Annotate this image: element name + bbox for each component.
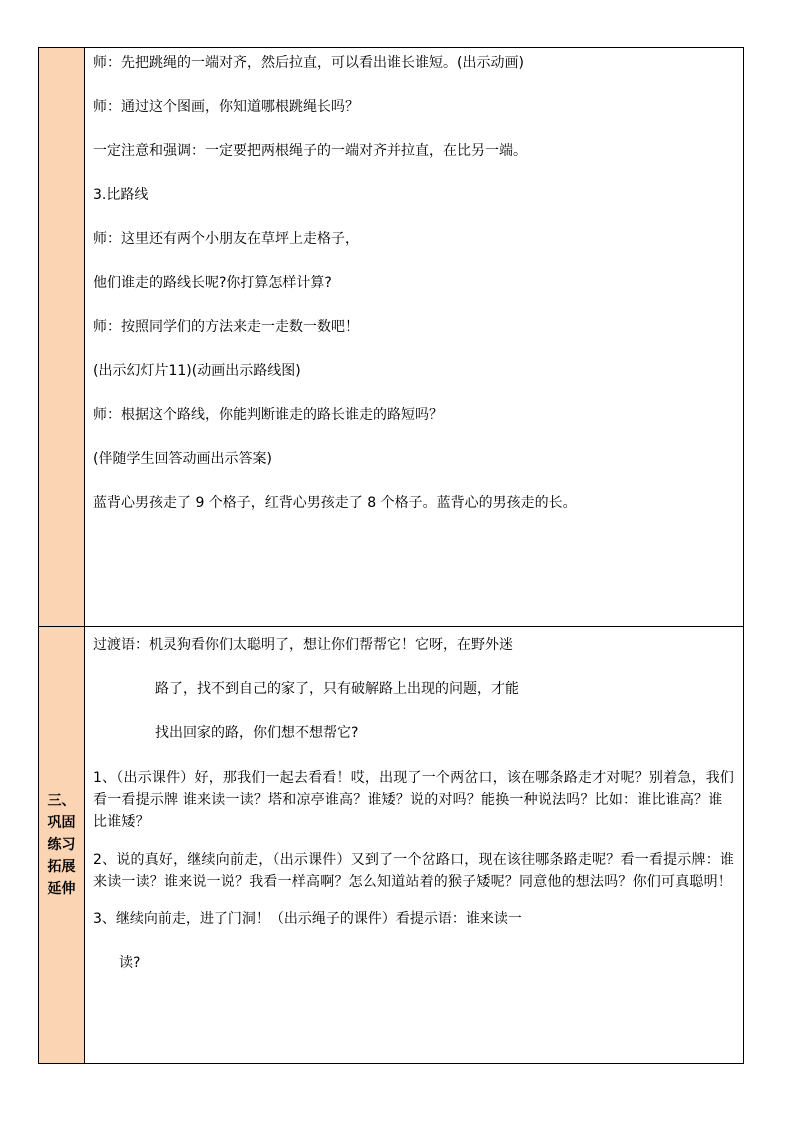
paragraph: 师：通过这个图画，你知道哪根跳绳长吗？ <box>93 99 359 115</box>
paragraph: 一定注意和强调：一定要把两根绳子的一端对齐并拉直，在比另一端。 <box>93 143 527 159</box>
paragraph: 路了，找不到自己的家了，只有破解路上出现的问题，才能 <box>155 681 519 697</box>
lesson-plan-table <box>38 47 744 1064</box>
section-label-cell <box>39 627 85 1064</box>
lesson-plan-sheet <box>38 47 744 1066</box>
section-label-line: 拓展 <box>47 859 76 875</box>
section-label-line: 延伸 <box>47 881 76 897</box>
table-row <box>39 48 744 627</box>
paragraph: 找出回家的路，你们想不想帮它? <box>155 725 359 741</box>
section1-content-cell <box>85 48 744 627</box>
section-label-line: 巩固 <box>47 815 76 831</box>
paragraph: 师：先把跳绳的一端对齐，然后拉直，可以看出谁长谁短。(出示动画) <box>93 55 524 71</box>
paragraph: 过渡语：机灵狗看你们太聪明了，想让你们帮帮它！它呀，在野外迷 <box>93 637 513 653</box>
paragraph: 师：按照同学们的方法来走一走数一数吧！ <box>93 319 359 335</box>
paragraph: 师：这里还有两个小朋友在草坪上走格子， <box>93 231 359 247</box>
section-label-cell-empty <box>39 48 85 627</box>
paragraph: 蓝背心男孩走了 9 个格子，红背心男孩走了 8 个格子。蓝背心的男孩走的长。 <box>93 495 577 511</box>
paragraph: 2、说的真好，继续向前走，（出示课件）又到了一个岔路口，现在该往哪条路走呢？看一看提示牌：谁来读一读？谁来说一说？我看一样高啊？怎么知道站着的猴子矮呢？同意他的想法吗？你们可真聪明！ <box>93 852 735 890</box>
section-label-line: 三、 <box>47 793 76 809</box>
section2-content-cell <box>85 627 744 1064</box>
paragraph: (伴随学生回答动画出示答案) <box>93 451 272 467</box>
section-label-line: 练习 <box>47 837 76 853</box>
paragraph: 3.比路线 <box>93 187 149 203</box>
paragraph: 读? <box>119 955 141 971</box>
table-row <box>39 627 744 1064</box>
paragraph: 他们谁走的路线长呢?你打算怎样计算? <box>93 275 332 291</box>
paragraph: 3、继续向前走，进了门洞！（出示绳子的课件）看提示语：谁来读一 <box>93 911 522 927</box>
paragraph: 师：根据这个路线，你能判断谁走的路长谁走的路短吗？ <box>93 407 443 423</box>
paragraph: (出示幻灯片11)(动画出示路线图) <box>93 363 301 379</box>
paragraph: 1、（出示课件）好，那我们一起去看看！哎，出现了一个两岔口，该在哪条路走才对呢？别着急，我们看一看提示牌 谁来读一读？塔和凉亭谁高？谁矮？说的对吗？能换一种说法吗？比如：谁比谁高？谁比谁矮？ <box>93 770 735 830</box>
